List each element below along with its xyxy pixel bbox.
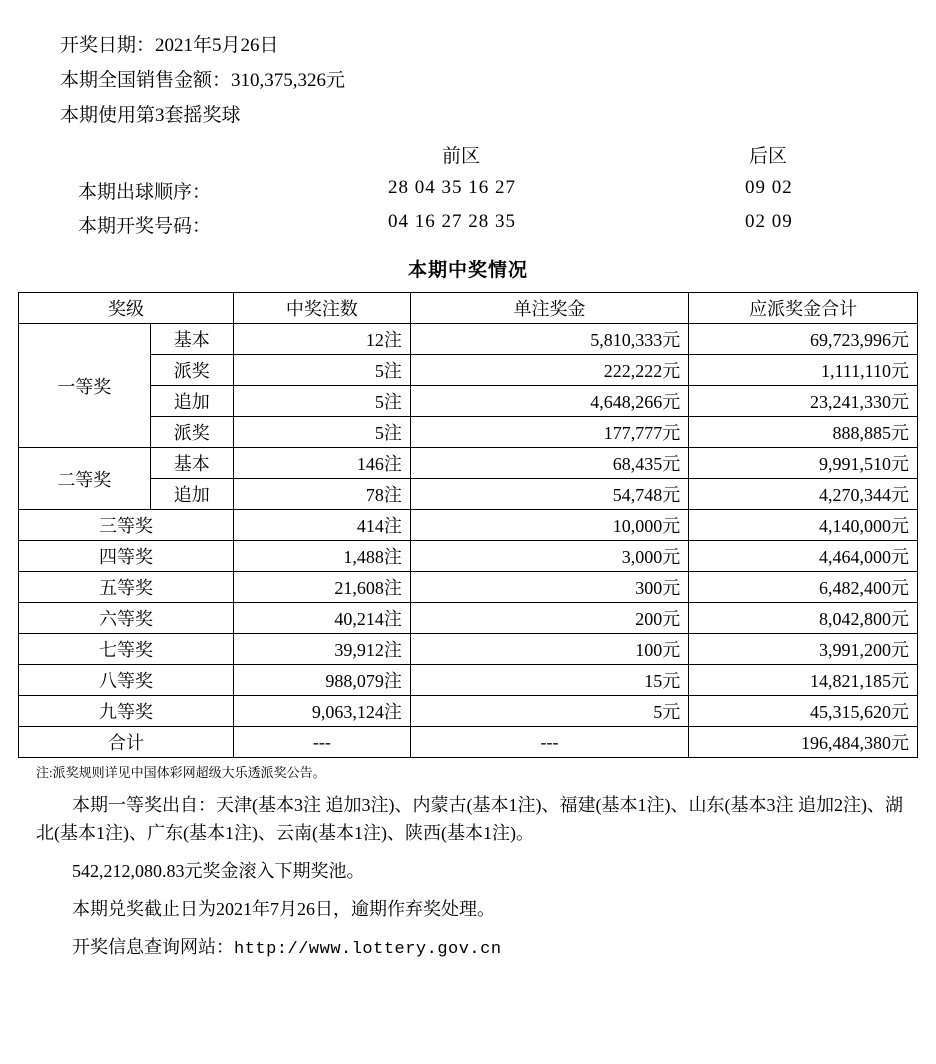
count-cell: 414注 xyxy=(233,510,410,541)
table-row xyxy=(19,324,918,355)
table-row xyxy=(19,603,918,634)
amount-cell: 300元 xyxy=(410,572,688,603)
ball-order-row xyxy=(18,177,918,211)
grade-cell: 六等奖 xyxy=(19,603,234,634)
sub-cell: 追加 xyxy=(150,479,233,510)
grade-cell: 合计 xyxy=(19,727,234,758)
table-header-row xyxy=(19,293,918,324)
count-cell: 5注 xyxy=(233,417,410,448)
redemption-deadline-paragraph: 本期兑奖截止日为2021年7月26日，逾期作弃奖处理。 xyxy=(72,898,495,919)
amount-cell: --- xyxy=(410,727,688,758)
zone-header xyxy=(18,141,918,167)
header-total: 应派奖金合计 xyxy=(689,293,918,324)
total-cell: 4,464,000元 xyxy=(689,541,918,572)
amount-cell: 3,000元 xyxy=(410,541,688,572)
winning-numbers-label: 本期开奖号码： xyxy=(78,216,212,237)
amount-cell: 10,000元 xyxy=(410,510,688,541)
grade-cell: 二等奖 xyxy=(19,448,151,510)
count-cell: 5注 xyxy=(233,355,410,386)
table-row xyxy=(19,355,918,386)
amount-cell: 54,748元 xyxy=(410,479,688,510)
total-cell: 8,042,800元 xyxy=(689,603,918,634)
grade-cell: 七等奖 xyxy=(19,634,234,665)
ball-order-label: 本期出球顺序： xyxy=(78,182,212,203)
count-cell: 146注 xyxy=(233,448,410,479)
table-row xyxy=(19,665,918,696)
count-cell: 39,912注 xyxy=(233,634,410,665)
total-cell: 196,484,380元 xyxy=(689,727,918,758)
ball-order-front-numbers: 28 04 35 16 27 xyxy=(388,177,516,198)
table-row-total xyxy=(19,727,918,758)
count-cell: 988,079注 xyxy=(233,665,410,696)
amount-cell: 200元 xyxy=(410,603,688,634)
count-cell: 9,063,124注 xyxy=(233,696,410,727)
grade-cell: 四等奖 xyxy=(19,541,234,572)
amount-cell: 4,648,266元 xyxy=(410,386,688,417)
count-cell: 12注 xyxy=(233,324,410,355)
ball-order-back-numbers: 09 02 xyxy=(745,177,793,198)
grade-cell: 五等奖 xyxy=(19,572,234,603)
table-row xyxy=(19,541,918,572)
grade-cell: 三等奖 xyxy=(19,510,234,541)
prize-section-title: 本期中奖情况 xyxy=(407,260,528,281)
back-zone-label: 后区 xyxy=(749,146,788,167)
rollover-paragraph: 542,212,080.83元奖金滚入下期奖池。 xyxy=(72,860,365,881)
count-cell: 21,608注 xyxy=(233,572,410,603)
prize-table-body xyxy=(19,324,918,758)
total-cell: 3,991,200元 xyxy=(689,634,918,665)
winning-back-numbers: 02 09 xyxy=(745,211,793,232)
sub-cell: 追加 xyxy=(150,386,233,417)
winning-front-numbers: 04 16 27 28 35 xyxy=(388,211,516,232)
count-cell: 78注 xyxy=(233,479,410,510)
sub-cell: 派奖 xyxy=(150,417,233,448)
national-sales-line: 本期全国销售金额：310,375,326元 xyxy=(60,70,346,91)
grade-cell: 九等奖 xyxy=(19,696,234,727)
grade-cell: 八等奖 xyxy=(19,665,234,696)
count-cell: 40,214注 xyxy=(233,603,410,634)
table-row xyxy=(19,510,918,541)
website-url[interactable]: http://www.lottery.gov.cn xyxy=(234,939,502,959)
ball-machine-line: 本期使用第3套摇奖球 xyxy=(60,105,241,126)
table-row xyxy=(19,572,918,603)
amount-cell: 5元 xyxy=(410,696,688,727)
amount-cell: 15元 xyxy=(410,665,688,696)
table-row xyxy=(19,634,918,665)
winning-numbers-row xyxy=(18,211,918,245)
table-row xyxy=(19,386,918,417)
amount-cell: 100元 xyxy=(410,634,688,665)
website-label: 开奖信息查询网站： xyxy=(72,936,234,957)
count-cell: --- xyxy=(233,727,410,758)
table-row xyxy=(19,417,918,448)
website-paragraph xyxy=(36,934,918,963)
front-zone-label: 前区 xyxy=(442,146,481,167)
amount-cell: 177,777元 xyxy=(410,417,688,448)
count-cell: 1,488注 xyxy=(233,541,410,572)
sub-cell: 基本 xyxy=(150,448,233,479)
header-amount: 单注奖金 xyxy=(410,293,688,324)
total-cell: 23,241,330元 xyxy=(689,386,918,417)
sub-cell: 派奖 xyxy=(150,355,233,386)
amount-cell: 222,222元 xyxy=(410,355,688,386)
amount-cell: 68,435元 xyxy=(410,448,688,479)
total-cell: 45,315,620元 xyxy=(689,696,918,727)
table-row xyxy=(19,696,918,727)
amount-cell: 5,810,333元 xyxy=(410,324,688,355)
total-cell: 69,723,996元 xyxy=(689,324,918,355)
draw-date-line: 开奖日期：2021年5月26日 xyxy=(60,35,279,56)
first-prize-source-paragraph: 本期一等奖出自：天津(基本3注 追加3注)、内蒙古(基本1注)、福建(基本1注)、山东(基本3注 追加2注)、湖北(基本1注)、广东(基本1注)、云南(基本1注)、陕西(基本1注)。 xyxy=(36,795,903,844)
table-row xyxy=(19,448,918,479)
table-row xyxy=(19,479,918,510)
total-cell: 4,140,000元 xyxy=(689,510,918,541)
prize-rule-note: 注:派奖规则详见中国体彩网超级大乐透派奖公告。 xyxy=(36,765,326,780)
total-cell: 9,991,510元 xyxy=(689,448,918,479)
total-cell: 888,885元 xyxy=(689,417,918,448)
count-cell: 5注 xyxy=(233,386,410,417)
header-grade: 奖级 xyxy=(19,293,234,324)
grade-cell: 一等奖 xyxy=(19,324,151,448)
header-count: 中奖注数 xyxy=(233,293,410,324)
total-cell: 6,482,400元 xyxy=(689,572,918,603)
total-cell: 4,270,344元 xyxy=(689,479,918,510)
sub-cell: 基本 xyxy=(150,324,233,355)
prize-table xyxy=(18,292,918,758)
total-cell: 14,821,185元 xyxy=(689,665,918,696)
total-cell: 1,111,110元 xyxy=(689,355,918,386)
